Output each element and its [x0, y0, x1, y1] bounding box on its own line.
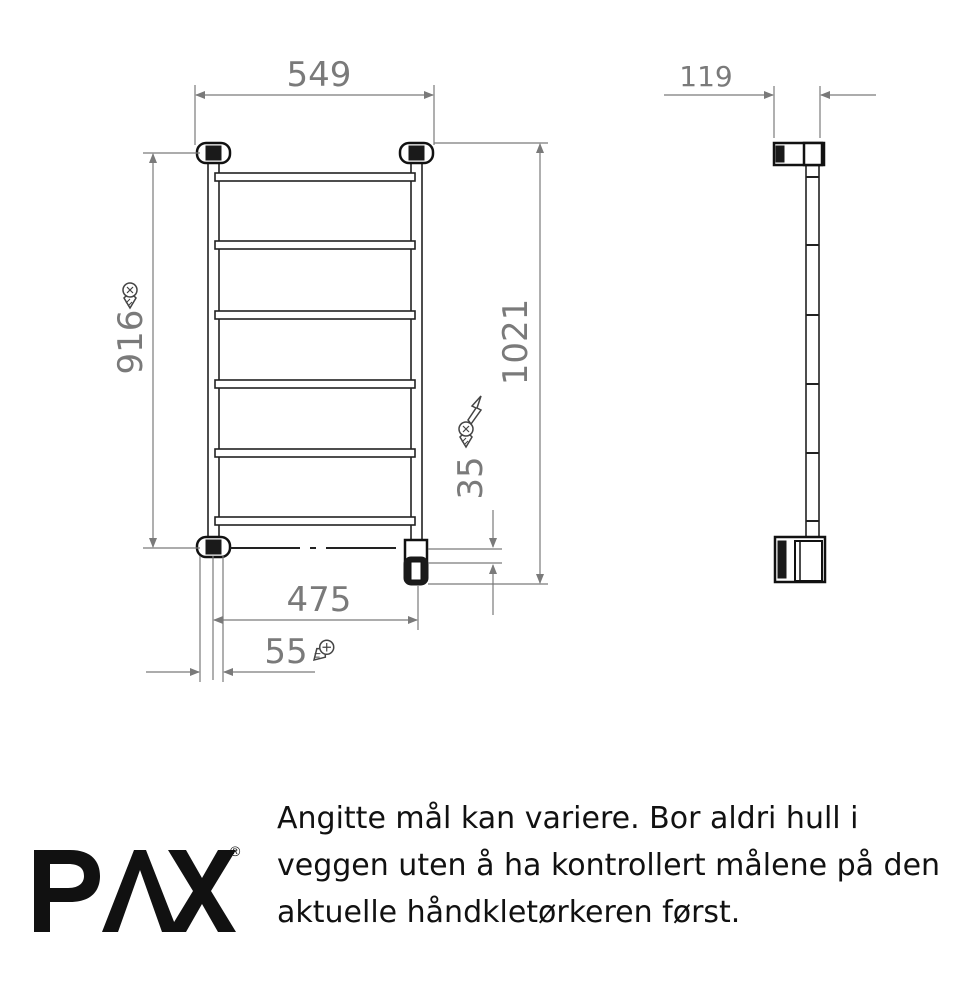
screw-icon: [459, 422, 473, 447]
dim-549-label: 549: [286, 55, 352, 95]
side-view: [664, 60, 876, 582]
front-view: [197, 143, 433, 585]
screw-icon: [309, 637, 337, 665]
screw-icon: [123, 283, 137, 308]
crossbar-3: [215, 311, 415, 319]
dimension-1021: [428, 143, 548, 584]
dim-916-label: 916: [111, 309, 151, 375]
disclaimer-note: Angitte mål kan variere. Bor aldri hull i veggen uten å ha kontrollert målene på den aktuelle håndkletørkeren først.: [277, 801, 941, 930]
dim-475-label: 475: [286, 580, 352, 620]
crossbar-6: [215, 517, 415, 525]
dim-55-label: 55: [264, 632, 308, 672]
crossbar-5: [215, 449, 415, 457]
right-pipe: [411, 160, 422, 550]
crossbar-1: [215, 173, 415, 181]
dimension-119: [664, 60, 876, 138]
pax-logo: [30, 840, 250, 940]
dimension-549: [195, 55, 434, 145]
dim-35-label: 35: [451, 456, 491, 500]
dim-1021-label: 1021: [496, 298, 536, 386]
left-pipe: [208, 160, 219, 550]
logo-text: PAX: [30, 840, 32, 841]
top-left-bracket: [197, 143, 230, 163]
side-top-bracket: [774, 143, 824, 165]
dimension-35: [428, 396, 502, 615]
bottom-right-valve: [404, 540, 428, 585]
dim-119-label: 119: [679, 60, 733, 93]
dimension-916: [111, 153, 200, 548]
crossbar-4: [215, 380, 415, 388]
side-bottom-valve: [775, 537, 825, 582]
lightning-icon: [468, 396, 481, 424]
side-pipe: [806, 165, 819, 543]
bottom-left-bracket: [197, 537, 230, 557]
top-right-bracket: [400, 143, 433, 163]
dimension-475: [213, 556, 418, 680]
registered-mark: ®: [230, 843, 241, 859]
crossbars: [215, 173, 415, 525]
crossbar-2: [215, 241, 415, 249]
